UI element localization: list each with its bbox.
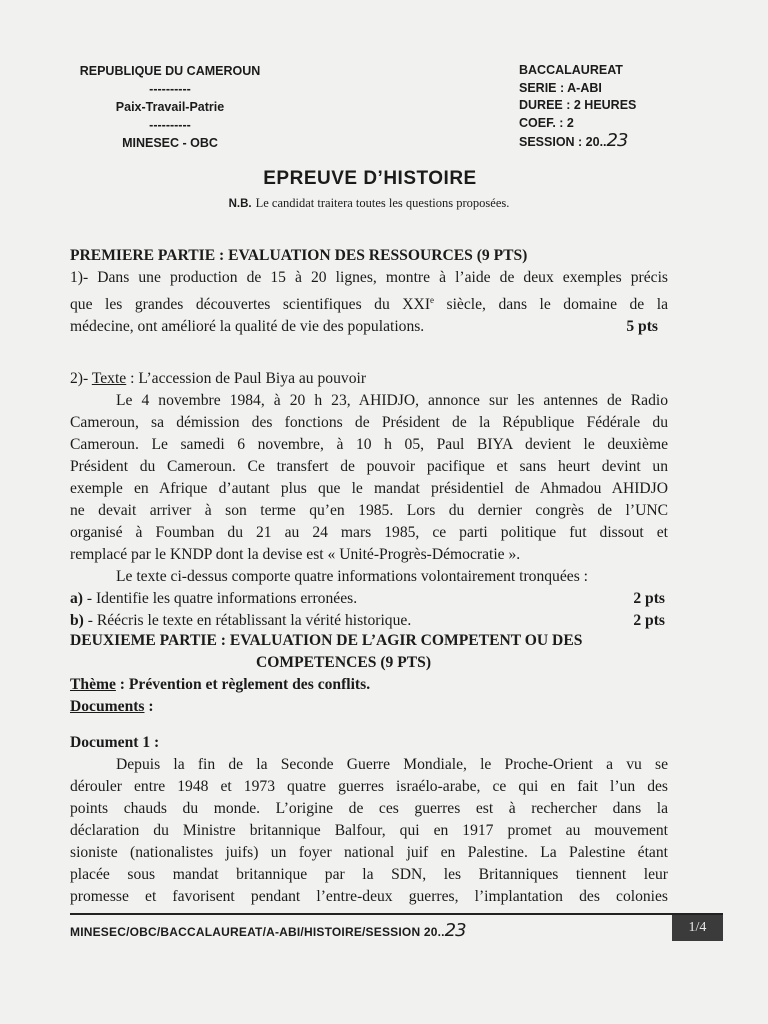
q1-line: 1)- Dans une production de 15 à 20 lignes, montre à l’aide de deux exemples précis <box>70 269 668 286</box>
footer-reference: MINESEC/OBC/BACCALAUREAT/A-ABI/HISTOIRE/SESSION 20..23 <box>70 920 466 941</box>
question-b: b) - Réécris le texte en rétablissant la vérité historique. 2 pts <box>70 610 668 632</box>
text-line: remplacé par le KNDP dont la devise est « Unité-Progrès-Démocratie ». <box>70 546 521 563</box>
page-number: 1/4 <box>672 915 723 941</box>
header-left <box>70 62 270 152</box>
text-line: Cameroun, sa démission des fonctions de Président de la République Fédérale du <box>70 414 668 431</box>
doc1-line: promesse et favorisent pendant l’entre-deux guerres, l’implantation des colonies <box>70 888 668 905</box>
nb-text: Le candidat traitera toutes les questions proposées. <box>255 196 510 210</box>
doc1-line: déclaration du Ministre britannique Balfour, qui en 1917 promet au mouvement <box>70 822 668 839</box>
text-line: organisé à Foumban du 21 au 24 mars 1985, ce parti politique fut dissout et <box>70 524 668 541</box>
exam-name: BACCALAUREAT <box>519 63 623 77</box>
document-1 <box>70 732 668 908</box>
duration: DUREE : 2 HEURES <box>519 98 637 112</box>
theme <box>70 674 668 696</box>
page-title: EPREUVE D’HISTOIRE <box>263 168 477 189</box>
theme-text: : Prévention et règlement des conflits. <box>115 676 371 693</box>
motto: Paix-Travail-Patrie <box>115 100 225 114</box>
footer-year-handwritten: 23 <box>444 920 466 941</box>
instruction: Le texte ci-dessus comporte quatre informations volontairement tronquées : <box>116 568 589 585</box>
footer-divider <box>70 913 723 915</box>
q2-texte-label: Texte <box>91 370 127 387</box>
theme-label: Thème <box>70 676 116 693</box>
session <box>519 132 719 152</box>
qb-points: 2 pts <box>633 612 665 629</box>
qb-label: b) <box>70 612 84 629</box>
part2 <box>70 630 668 718</box>
text-line: ne devait arriver à son terme qu’en 1985. Lors du dernier congrès de l’UNC <box>70 502 668 519</box>
qa-points: 2 pts <box>633 590 665 607</box>
part2-heading-cont: COMPETENCES (9 PTS) <box>256 654 432 671</box>
qa-label: a) <box>70 590 83 607</box>
text-line: exemple en Afrique d’autant plus que le mandat présidentiel de Ahmadou AHIDJO <box>70 480 668 497</box>
text-line: Président du Cameroun. Ce transfert de pouvoir pacifique et sans heurt devint un <box>70 458 668 475</box>
part1-heading: PREMIERE PARTIE : EVALUATION DES RESSOURCES (9 PTS) <box>70 247 528 264</box>
question-a: a) - Identifie les quatre informations erronées. 2 pts <box>70 588 668 610</box>
coefficient: COEF. : 2 <box>519 115 574 130</box>
text-line: Cameroun. Le samedi 6 novembre, à 10 h 05, Paul BIYA devient le deuxième <box>70 436 668 453</box>
q1-line: que les grandes découvertes scientifiques du XXIe siècle, dans le domaine de la <box>70 295 669 314</box>
separator: ---------- <box>149 82 191 96</box>
doc1-label: Document 1 : <box>70 734 160 751</box>
q2-heading <box>70 368 668 390</box>
q2-text-title: : L’accession de Paul Biya au pouvoir <box>126 370 367 387</box>
part1 <box>70 245 668 338</box>
part2-heading: DEUXIEME PARTIE : EVALUATION DE L’AGIR COMPETENT OU DES <box>70 632 583 649</box>
series: SERIE : A-ABI <box>519 80 602 95</box>
text-line: Le 4 novembre 1984, à 20 h 23, AHIDJO, annonce sur les antennes de Radio <box>116 392 668 409</box>
nb-label: N.B. <box>228 198 252 210</box>
ministry: MINESEC - OBC <box>122 136 218 150</box>
q1-points: 5 pts <box>626 318 658 336</box>
session-label: SESSION : 20.. <box>519 135 607 149</box>
documents-heading: Documents : <box>70 698 154 715</box>
doc1-line: dérouler entre 1948 et 1973 quatre guerres israélo-arabe, ce qui en fait l’un des <box>70 778 668 795</box>
part1-q2 <box>70 368 668 632</box>
doc1-line: sioniste (nationalistes juifs) un foyer national juif en Palestine. La Palestine étant <box>70 844 668 861</box>
q2-number: 2)- <box>70 370 92 387</box>
doc1-line: points chauds du monde. L’origine de ces guerres est à rechercher dans la <box>70 800 668 817</box>
doc1-line: placée sous mandat britannique par la SDN, les Britanniques tiennent leur <box>70 866 668 883</box>
header-right <box>519 62 719 152</box>
nb-note <box>0 196 738 211</box>
q1-line: médecine, ont amélioré la qualité de vie des populations. 5 pts <box>70 316 668 338</box>
separator: ---------- <box>149 118 191 132</box>
doc1-line: Depuis la fin de la Seconde Guerre Mondiale, le Proche-Orient a vu se <box>116 756 668 773</box>
country-name: REPUBLIQUE DU CAMEROUN <box>79 64 261 78</box>
session-year-handwritten: 23 <box>606 130 628 151</box>
